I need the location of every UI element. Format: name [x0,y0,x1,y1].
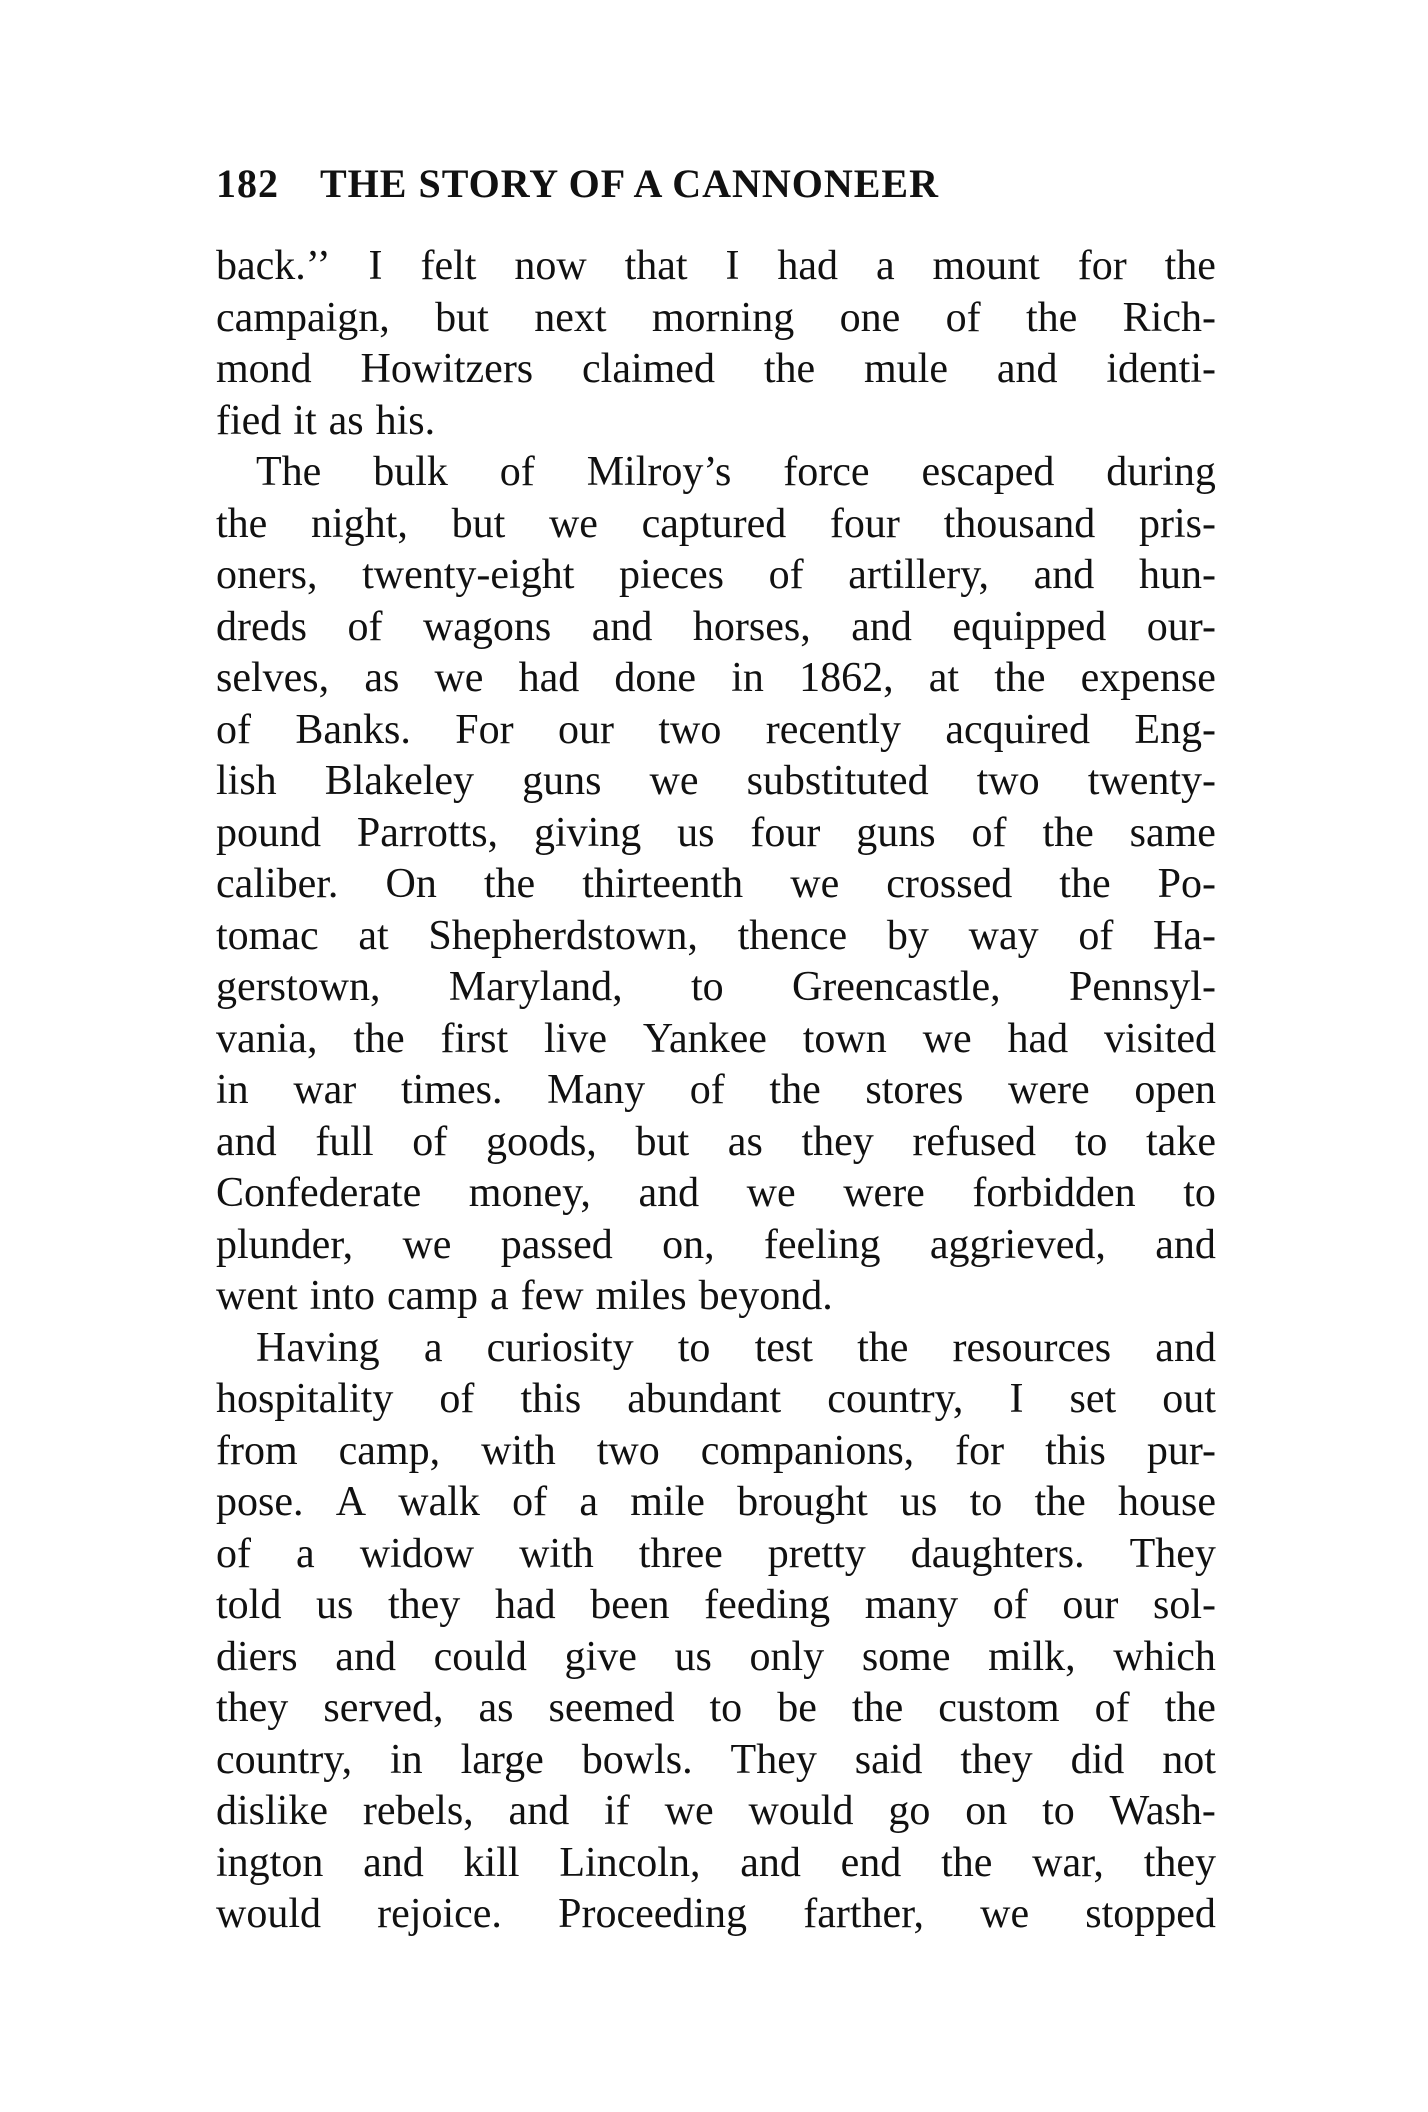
text-line: Confederate money, and we were forbidden to [216,1170,1216,1216]
text-line: country, in large bowls. They said they did not [216,1736,1216,1783]
text-line: of Banks. For our two recently acquired Eng- [216,706,1216,753]
text-line: diers and could give us only some milk, which [216,1633,1216,1680]
text-line: mond Howitzers claimed the mule and identi- [216,346,1216,392]
text-line: back.’’ I felt now that I had a mount for the [216,243,1216,289]
text-line: lish Blakeley guns we substituted two twenty- [216,758,1216,804]
text-line: fied it as his. [216,397,436,444]
page-number: 182 [216,161,279,206]
text-line: in war times. Many of the stores were open [216,1067,1216,1113]
text-line: Having a curiosity to test the resources and [256,1324,1216,1371]
text-line: tomac at Shepherdstown, thence by way of Ha- [216,912,1216,959]
text-line: they served, as seemed to be the custom of the [216,1685,1216,1731]
text-line: went into camp a few miles beyond. [216,1273,833,1319]
text-line: from camp, with two companions, for this pur- [216,1427,1216,1474]
running-title: THE STORY OF A CANNONEER [320,161,939,206]
text-line: and full of goods, but as they refused to take [216,1118,1216,1165]
text-line: campaign, but next morning one of the Rich- [216,294,1216,341]
text-line: would rejoice. Proceeding farther, we stopped [216,1891,1216,1937]
text-line: The bulk of Milroy’s force escaped during [256,449,1216,495]
text-line: dislike rebels, and if we would go on to Wash- [216,1788,1216,1834]
text-line: pound Parrotts, giving us four guns of the same [216,809,1216,856]
text-line: vania, the first live Yankee town we had visited [216,1015,1216,1062]
text-line: of a widow with three pretty daughters. They [216,1530,1216,1577]
text-line: gerstown, Maryland, to Greencastle, Pennsyl- [216,964,1216,1010]
text-line: caliber. On the thirteenth we crossed the Po- [216,861,1216,907]
text-line: the night, but we captured four thousand pris- [216,500,1216,547]
running-header [216,160,1216,220]
text-line: dreds of wagons and horses, and equipped our- [216,603,1216,650]
text-line: pose. A walk of a mile brought us to the house [216,1479,1216,1525]
text-line: oners, twenty-eight pieces of artillery, and hun- [216,552,1216,598]
text-line: plunder, we passed on, feeling aggrieved, and [216,1221,1216,1268]
text-line: hospitality of this abundant country, I set out [216,1376,1216,1422]
text-line: told us they had been feeding many of our sol- [216,1582,1216,1628]
text-line: ington and kill Lincoln, and end the war, they [216,1839,1216,1886]
text-line: selves, as we had done in 1862, at the expense [216,655,1216,701]
